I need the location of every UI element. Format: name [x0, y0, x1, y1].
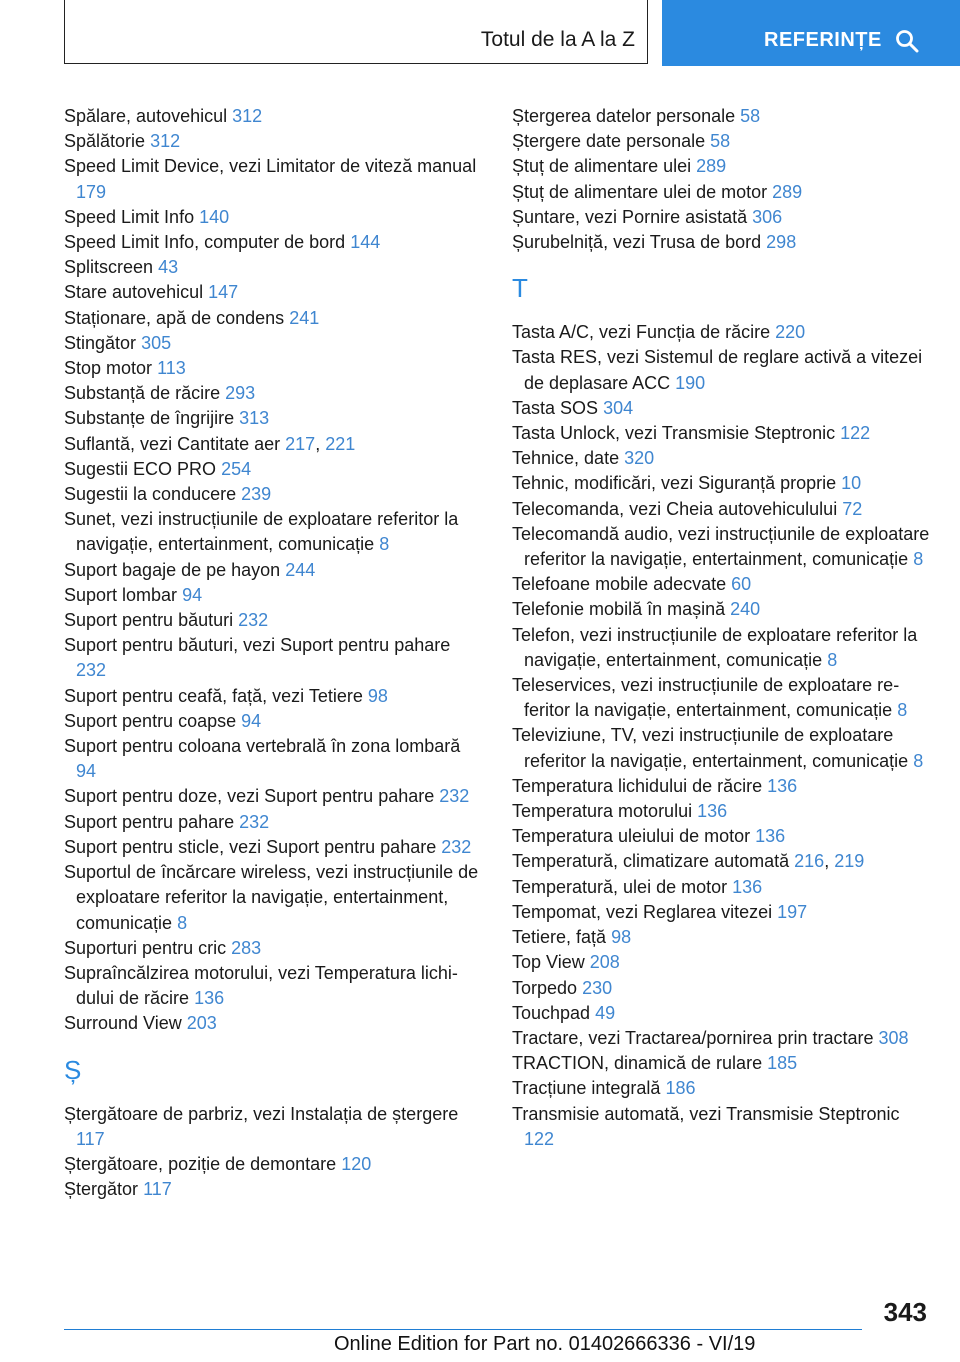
index-entry-text: Substanțe de îngrijire: [64, 408, 235, 429]
index-entry: [512, 925, 932, 950]
page-reference-link[interactable]: 289: [696, 156, 727, 177]
index-entry: [512, 471, 932, 496]
index-entry-text: Splitscreen: [64, 257, 154, 278]
index-column-right: [512, 104, 932, 1152]
page-reference-link[interactable]: 58: [740, 106, 761, 126]
index-entry: [64, 684, 482, 709]
page-reference-link[interactable]: 239: [241, 484, 272, 505]
section-tab-title: Totul de la A la Z: [480, 28, 635, 51]
index-letter-heading: Ș: [64, 1054, 82, 1085]
page-reference-link[interactable]: 179: [76, 181, 107, 202]
index-entry: [64, 129, 482, 154]
index-entry: [64, 709, 482, 734]
page-reference-link[interactable]: 98: [367, 685, 388, 706]
page-reference-link[interactable]: 144: [350, 232, 381, 253]
index-entry: [512, 154, 932, 179]
index-entry-text: Tempomat, vezi Reglarea vitezei: [512, 901, 773, 922]
index-entry-text: Ștergătoare, poziție de demontare: [64, 1153, 337, 1174]
page-reference-link[interactable]: 308: [878, 1027, 909, 1048]
index-entry: [64, 331, 482, 356]
page-reference-link[interactable]: 8: [913, 750, 924, 771]
page-reference-link[interactable]: 216: [794, 851, 825, 872]
index-entry: [512, 345, 932, 395]
index-entry-text: Televiziune, TV, vezi instrucțiunile de exploatare referitor la navigație, entertainment, comunicație: [512, 725, 909, 771]
page-reference-link[interactable]: 219: [834, 851, 865, 872]
index-entry: [64, 1177, 482, 1202]
page-reference-link[interactable]: 312: [150, 131, 181, 152]
page-reference-link[interactable]: 58: [710, 131, 731, 152]
page-reference-link[interactable]: 241: [289, 307, 320, 328]
index-entry: Suflantă, vezi Cantitate aer 217, 221: [64, 433, 356, 454]
index-entry: [64, 507, 482, 557]
index-entry: [512, 1026, 932, 1051]
index-entry-text: Temperatura lichidului de răcire: [512, 775, 763, 796]
index-entry-text: Ștuț de alimentare ulei: [512, 156, 692, 177]
index-entry-text: Top View: [512, 952, 585, 973]
index-entry-text: Stingător: [64, 332, 137, 353]
index-entry: [512, 180, 932, 205]
index-entry: [512, 129, 932, 154]
index-entry: [512, 522, 932, 572]
index-entry: [512, 723, 932, 773]
index-entry-text: Șuntare, vezi Pornire asistată: [512, 206, 748, 227]
index-entry: [64, 1011, 482, 1036]
index-entry: [64, 230, 482, 255]
footer-divider: [64, 1329, 862, 1330]
page-reference-link[interactable]: 94: [241, 710, 262, 731]
index-entry-text: Telecomanda, vezi Cheia autovehiculului: [512, 498, 838, 519]
index-entry-text: Teleservices, vezi instrucțiunile de exploatare referitor la navigație, entertainment, comunicație: [512, 675, 900, 721]
page-reference-link[interactable]: 136: [697, 801, 728, 822]
index-entry-text: Stop motor: [64, 358, 153, 379]
index-entry: [64, 961, 482, 1011]
index-entry-text: Suport pentru băuturi: [64, 610, 234, 631]
index-entry-text: Suport pentru pahare: [64, 811, 235, 832]
index-entry-text: Temperatura motorului: [512, 801, 693, 822]
index-entry-text: Suport pentru coapse: [64, 710, 237, 731]
index-entry: [512, 824, 932, 849]
index-entry: [512, 976, 932, 1001]
page-reference-link[interactable]: 10: [841, 473, 862, 494]
page-reference-link[interactable]: 117: [76, 1128, 105, 1149]
page-reference-link[interactable]: 320: [624, 448, 655, 469]
page-number: 343: [883, 1297, 927, 1327]
page-reference-link[interactable]: 136: [732, 876, 763, 897]
index-entry: [512, 497, 932, 522]
index-entry: [512, 1051, 932, 1076]
index-entry: [64, 306, 482, 331]
page-reference-link[interactable]: 49: [595, 1002, 616, 1023]
index-entry-text: Telecomandă audio, vezi instrucțiunile de exploatare referitor la navigație, entertainment, comunicație: [512, 523, 930, 570]
page-reference-link[interactable]: 140: [199, 206, 230, 227]
page-reference-link[interactable]: 232: [439, 786, 470, 807]
index-entry-text: Suport pentru doze, vezi Suport pentru pahare: [64, 786, 435, 807]
index-entry-text: Tractare, vezi Tractarea/pornirea prin tractare: [512, 1027, 874, 1048]
page-reference-link[interactable]: 232: [238, 610, 269, 631]
page-reference-link[interactable]: 298: [766, 232, 797, 253]
index-entry-text: Telefon, vezi instrucțiunile de exploatare referitor la navigație, entertainment, comunicație: [512, 624, 918, 670]
page-reference-link[interactable]: 190: [675, 372, 706, 393]
page-reference-link[interactable]: 60: [731, 574, 752, 595]
index-entry-text: Tracțiune integrală: [512, 1078, 661, 1099]
index-entry-text: Sugestii la conducere: [64, 484, 237, 505]
index-entry-text: Speed Limit Info: [64, 206, 195, 227]
magnifier-icon[interactable]: [895, 29, 919, 53]
index-entry: [64, 406, 482, 431]
index-entry: [64, 356, 482, 381]
page-reference-link[interactable]: 208: [589, 952, 620, 973]
index-entry-text: Șurubelniță, vezi Trusa de bord: [512, 232, 762, 253]
index-entry: [64, 633, 482, 683]
index-entry-text: Temperatura uleiului de motor: [512, 826, 751, 847]
page-reference-link[interactable]: 122: [840, 423, 871, 444]
index-entry: [64, 835, 482, 860]
index-entry-text: Tasta RES, vezi Sistemul de reglare activă a vitezei de deplasare ACC: [512, 347, 923, 393]
index-entry: [64, 482, 482, 507]
index-entry-text: Suportul de încărcare wireless, vezi instrucțiunile de exploatare referitor la navigație, entertainment, comunicație: [64, 862, 479, 933]
index-entry-text: TRACTION, dinamică de rulare: [512, 1053, 763, 1074]
page-reference-link[interactable]: 197: [777, 901, 808, 922]
page-reference-link[interactable]: 8: [177, 912, 188, 933]
index-entry: [64, 558, 482, 583]
page-reference-link[interactable]: 232: [239, 811, 270, 832]
section-tab: [64, 0, 648, 64]
index-entry-text: Torpedo: [512, 977, 578, 998]
page-reference-link[interactable]: 240: [730, 599, 761, 620]
index-entry: [64, 860, 482, 936]
index-entry-text: Ștergere date personale: [512, 131, 706, 152]
references-label: REFERINȚE: [764, 29, 882, 51]
index-entry: [512, 230, 932, 255]
page-reference-link[interactable]: 186: [665, 1078, 696, 1099]
page-reference-link[interactable]: 232: [441, 836, 472, 857]
index-entry-text: Speed Limit Info, computer de bord: [64, 232, 346, 253]
index-entry-text: Tetiere, față: [512, 927, 607, 948]
index-entry-text: Stare autovehicul: [64, 282, 204, 303]
page-reference-link[interactable]: 122: [524, 1128, 555, 1149]
page-reference-link[interactable]: 217: [285, 433, 316, 454]
index-entry-text: Surround View: [64, 1013, 182, 1034]
index-entry-text: Temperatură, climatizare automată: [512, 851, 790, 872]
index-entry-text: Sunet, vezi instrucțiunile de exploatare referitor la navigație, entertainment, comunicație: [64, 509, 459, 555]
index-entry: [512, 1076, 932, 1101]
page-reference-link[interactable]: 98: [611, 927, 632, 948]
index-entry-text: Ștergerea datelor personale: [512, 106, 736, 126]
page-reference-link[interactable]: 305: [141, 332, 172, 353]
index-entry-text: Ștuț de alimentare ulei de motor: [512, 181, 768, 202]
index-entry: [64, 583, 482, 608]
index-entry-text: Substanță de răcire: [64, 383, 221, 404]
page-reference-link[interactable]: 230: [582, 977, 613, 998]
index-entry-text: Suport lombar: [64, 584, 178, 605]
index-entry: [512, 205, 932, 230]
index-entry: [512, 673, 932, 723]
index-entry: [512, 623, 932, 673]
index-entry-text: Speed Limit Device, vezi Limitator de viteză manual: [64, 156, 477, 177]
page-reference-link[interactable]: 254: [221, 458, 252, 479]
index-entry-text: Sugestii ECO PRO: [64, 458, 217, 479]
index-entry: [64, 1152, 482, 1177]
index-entry-text: Tasta A/C, vezi Funcția de răcire: [512, 322, 771, 343]
index-column-left: [64, 104, 482, 1202]
index-entry: [512, 396, 932, 421]
page-reference-link[interactable]: 304: [603, 397, 634, 418]
index-entry-text: Suport pentru băuturi, vezi Suport pentru pahare: [64, 635, 451, 656]
page-reference-link[interactable]: 244: [285, 559, 316, 580]
index-entry-text: Tehnic, modificări, vezi Siguranță proprie: [512, 473, 837, 494]
page-reference-link[interactable]: 8: [913, 549, 924, 570]
page-reference-link[interactable]: 136: [755, 826, 786, 847]
index-entry: [64, 104, 482, 129]
index-entry: Temperatură, climatizare automată 216, 219: [512, 851, 865, 872]
index-entry: [64, 784, 482, 809]
page-reference-link[interactable]: 185: [767, 1053, 798, 1074]
page-reference-link[interactable]: 147: [208, 282, 239, 303]
index-entry: [64, 810, 482, 835]
footer-edition-text: Online Edition for Part no. 01402666336 - VI/19: [334, 1333, 756, 1355]
index-entry-text: Telefoane mobile adecvate: [512, 574, 727, 595]
page-reference-link[interactable]: 94: [76, 761, 97, 782]
index-entry-text: Suport pentru sticle, vezi Suport pentru pahare: [64, 836, 437, 857]
index-entry-text: Tasta Unlock, vezi Transmisie Steptronic: [512, 423, 836, 444]
page-reference-link[interactable]: 313: [239, 408, 270, 429]
index-entry: [64, 1102, 482, 1152]
index-entry-text: Touchpad: [512, 1002, 591, 1023]
index-entry: [512, 597, 932, 622]
index-entry-text: Spălare, autovehicul: [64, 106, 228, 126]
page-reference-link[interactable]: 221: [325, 433, 356, 454]
index-entry: [64, 381, 482, 406]
page-reference-link[interactable]: 136: [194, 988, 225, 1009]
index-entry-text: Telefonie mobilă în mașină: [512, 599, 726, 620]
page-reference-link[interactable]: 220: [775, 322, 806, 343]
index-entry: [512, 875, 932, 900]
index-entry-text: Transmisie automată, vezi Transmisie Steptronic: [512, 1103, 900, 1124]
index-entry: [64, 154, 482, 204]
page-reference-link[interactable]: 43: [158, 257, 179, 278]
index-entry: [512, 950, 932, 975]
index-entry: [512, 1001, 932, 1026]
page-reference-link[interactable]: 113: [157, 358, 186, 379]
index-entry-text: Tasta SOS: [512, 397, 599, 418]
index-entry-text: Suport pentru coloana vertebrală în zona lombară: [64, 736, 461, 757]
index-entry-text: Ștergător: [64, 1179, 139, 1200]
index-entry: [512, 446, 932, 471]
page-reference-link[interactable]: 120: [341, 1153, 372, 1174]
index-entry: [512, 320, 932, 345]
index-entry-text: Ștergătoare de parbriz, vezi Instalația de ștergere: [64, 1103, 459, 1124]
page-reference-link[interactable]: 94: [182, 584, 203, 605]
index-entry-text: Temperatură, ulei de motor: [512, 876, 728, 897]
index-entry-text: Suport pentru ceafă, față, vezi Tetiere: [64, 685, 363, 706]
page-reference-link[interactable]: 117: [143, 1179, 172, 1200]
index-entry: [64, 457, 482, 482]
page-reference-link[interactable]: 8: [379, 534, 390, 555]
index-entry: [512, 104, 932, 129]
page-reference-link[interactable]: 232: [76, 660, 107, 681]
page-reference-link[interactable]: 8: [897, 700, 908, 721]
index-entry: [512, 1102, 932, 1152]
index-entry: [512, 900, 932, 925]
page-reference-link[interactable]: 72: [842, 498, 863, 519]
index-letter-heading: T: [512, 273, 528, 304]
index-entry: [64, 280, 482, 305]
page-reference-link[interactable]: 293: [225, 383, 256, 404]
index-entry-text: Staționare, apă de condens: [64, 307, 285, 328]
index-entry: [512, 421, 932, 446]
references-tab[interactable]: [662, 0, 960, 66]
page-reference-link[interactable]: 312: [232, 106, 263, 126]
index-entry: [64, 255, 482, 280]
index-entry-text: Tehnice, date: [512, 448, 620, 469]
index-entry: [64, 608, 482, 633]
page-reference-link[interactable]: 203: [186, 1013, 217, 1034]
index-entry-text: Suflantă, vezi Cantitate aer: [64, 433, 281, 454]
page-reference-link[interactable]: 8: [827, 649, 838, 670]
index-entry-text: Spălătorie: [64, 131, 146, 152]
index-entry: [512, 572, 932, 597]
index-entry-text: Suport bagaje de pe hayon: [64, 559, 281, 580]
page-reference-link[interactable]: 289: [772, 181, 803, 202]
page-reference-link[interactable]: 136: [767, 775, 798, 796]
index-entry-text: Suporturi pentru cric: [64, 937, 227, 958]
page-reference-link[interactable]: 283: [231, 937, 262, 958]
index-entry-text: Supraîncălzirea motorului, vezi Temperatura lichidului de răcire: [64, 962, 458, 1009]
index-entry: [512, 799, 932, 824]
index-entry: [64, 205, 482, 230]
page-reference-link[interactable]: 306: [752, 206, 783, 227]
index-entry: [64, 734, 482, 784]
index-entry: [512, 774, 932, 799]
index-entry: [64, 936, 482, 961]
